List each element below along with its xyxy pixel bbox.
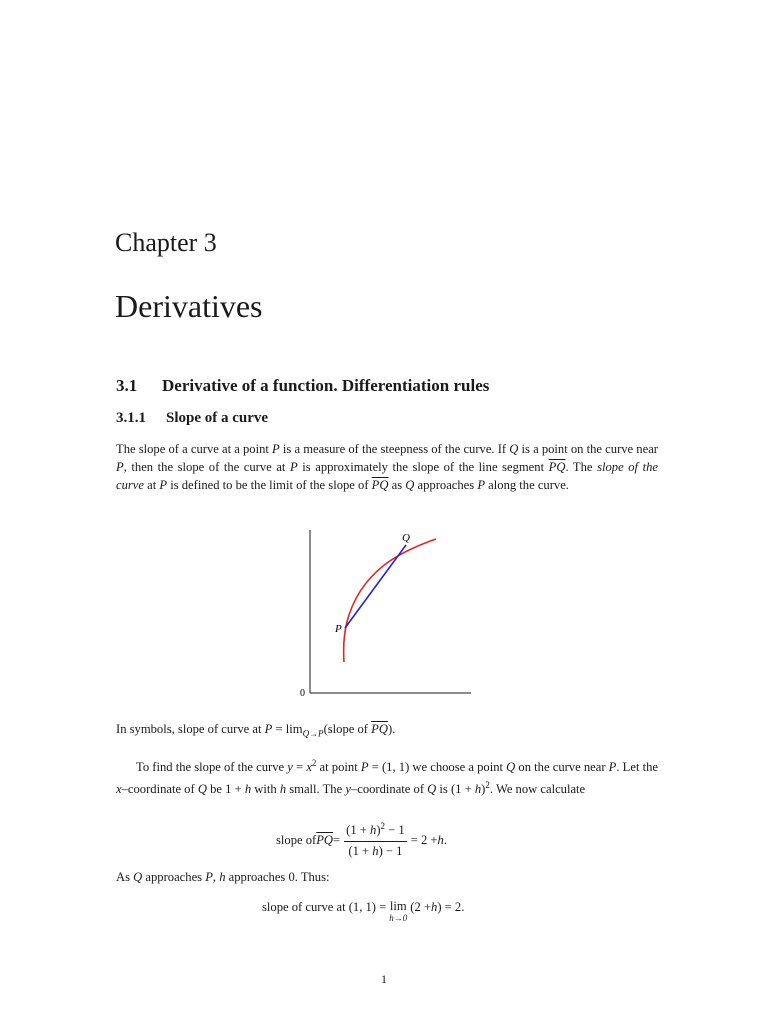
subsection-heading <box>116 410 268 427</box>
paragraph-example: To find the slope of the curve $y = x^2$ at point P = (1, 1) we choose a point Q on the curve near P. Let the x–coordinate of Q be 1 + h with h small. The y–coordinate of Q is $(1 + h)^2$. We now calculate <box>116 758 658 797</box>
chapter-title: Derivatives <box>115 288 263 324</box>
page-number: 1 <box>381 972 387 986</box>
subsection-title: Slope of a curve <box>166 410 269 426</box>
section-heading <box>116 376 489 396</box>
subsection-number: 3.1.1 <box>116 410 146 426</box>
chapter-label: Chapter 3 <box>115 228 217 257</box>
limit-operator: lim h→0 <box>389 899 408 923</box>
point-label-p: P <box>335 623 342 635</box>
equation-limit: slope of curve at (1, 1) = lim h→0 (2 + h ) = 2. <box>262 899 465 923</box>
paragraph-symbols: In symbols, slope of curve at $P = \lim_{Q\to P}(slope$ of $\overline{PQ}$). <box>116 722 396 739</box>
fraction: $\frac{(1 + h)^2 - 1}{(1 + h) - 1}$ <box>346 821 405 858</box>
slope-figure <box>296 522 476 700</box>
curve <box>344 539 436 662</box>
section-number: 3.1 <box>116 376 138 395</box>
paragraph-intro: The slope of a curve at a point P is a measure of the steepness of the curve. If Q is a point on the curve near P, then the slope of the curve at P is approximately the slope of the line segment $\overline{PQ}$. The slope of the curve at P is defined to be the limit of the slope of $\overline{PQ}$ as Q approaches P along the curve. <box>116 442 658 492</box>
secant-line-pq <box>345 545 406 628</box>
section-title: Derivative of a function. Differentiation rules <box>162 376 490 395</box>
paragraph-approach: As Q approaches P, h approaches 0. Thus: <box>116 870 330 884</box>
origin-label: 0 <box>300 688 305 699</box>
equation-slope-pq: slope of $\overline{PQ}$ = $\frac{(1 + h)^2 - 1}{(1 + h) - 1}$ = 2 + h . <box>276 821 447 858</box>
point-label-q: Q <box>402 532 410 544</box>
